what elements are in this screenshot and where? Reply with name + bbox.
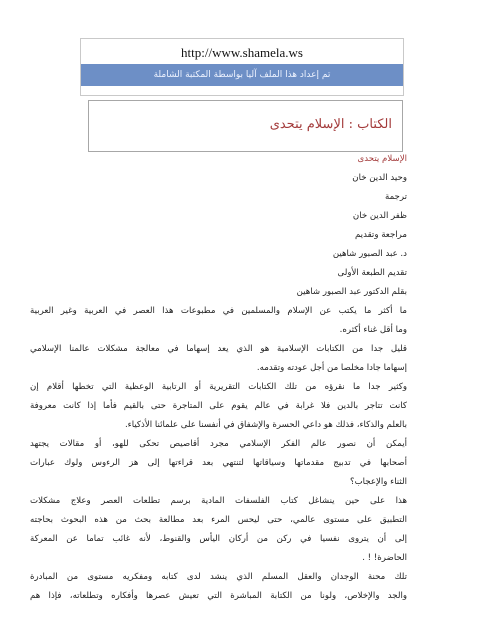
body-line: ظفر الدين خان xyxy=(352,211,407,221)
body-line: إسهاما جادا مخلصا من أجل عودته وتقدمه. xyxy=(256,363,407,373)
body-line: أصحابها في تدبيج مقدماتها وسياقاتها لتنتهي بعد قراءتها إلى هز الرءوس ولوك عبارات xyxy=(30,458,407,468)
body-heading: الإسلام يتحدى xyxy=(357,154,407,164)
body-line: قليل جدا من الكتابات الإسلامية هو الذي يعد إسهاما في معالجة مشكلات عالمنا الإسلامي xyxy=(30,344,407,354)
book-body xyxy=(30,150,407,606)
body-line: بالعلم والذكاء، فذلك هو داعي الحسرة والإشفاق في أنفسنا على علمائنا الأذكياء. xyxy=(124,420,407,430)
body-line: والجد والإخلاص، ولونا من الكتابة المباشرة التي تعيش عصرها وأفكاره وتطلعاته، فإذا هم xyxy=(30,591,407,601)
body-line: كانت تتاجر بالدين فلا غرابة في عالم يقوم على المتاجرة حتى بالقيم فأما إذا كانت معروفة xyxy=(30,401,407,411)
body-line: مراجعة وتقديم xyxy=(354,230,407,240)
body-line: ترجمة xyxy=(384,192,407,202)
body-line: هذا على حين ينشاغل كتاب الفلسفات المادية برسم تطلعات العصر وعلاج مشكلات xyxy=(30,496,407,506)
body-line: التطبيق على مستوى عالمي، حتى ليحس المرء بعد مطالعة بحث من هذه البحوث بحاجته xyxy=(30,515,407,525)
body-line: ما أكثر ما يكتب عن الإسلام والمسلمين في مطبوعات هذا العصر في العربية وغير العربية xyxy=(30,306,407,316)
body-line: تقديم الطبعة الأولى xyxy=(337,268,407,278)
body-line: الحاضرة! ! . xyxy=(362,553,407,563)
book-title: الكتاب : الإسلام يتحدى xyxy=(269,117,392,132)
site-header xyxy=(80,38,404,96)
body-line: أيمكن أن نصور عالم الفكر الإسلامي مجرد أقاصيص تحكى للهو، أو مقالات يجتهد xyxy=(30,439,407,449)
body-line: تلك محنة الوجدان والعقل المسلم الذي ينشد لدى كتابه ومفكريه مستوى من المبادرة xyxy=(30,572,407,582)
body-line: الثناء والإعجاب؟ xyxy=(350,477,407,487)
site-url[interactable]: http://www.shamela.ws xyxy=(181,45,303,60)
body-line: بقلم الدكتور عبد الصبور شاهين xyxy=(296,287,407,297)
body-line: وكثير جدا ما نقرؤه من تلك الكتابات التقريرية أو الرتابية الوعظية التي تخطها أقلام إن xyxy=(30,382,407,392)
body-line: د. عبد الصبور شاهين xyxy=(332,249,407,259)
body-line: إلى أن يتروى نفسيا في ركن من أركان اليأس والقنوط، لأنه غائب تماما عن المعركة xyxy=(30,534,407,544)
body-line: وما أقل غناء أكثره. xyxy=(339,325,407,335)
book-title-box xyxy=(88,100,403,152)
generated-by-banner: تم إعداد هذا الملف آليا بواسطة المكتبة الشاملة xyxy=(81,64,403,86)
body-line: وحيد الدين خان xyxy=(352,173,407,183)
